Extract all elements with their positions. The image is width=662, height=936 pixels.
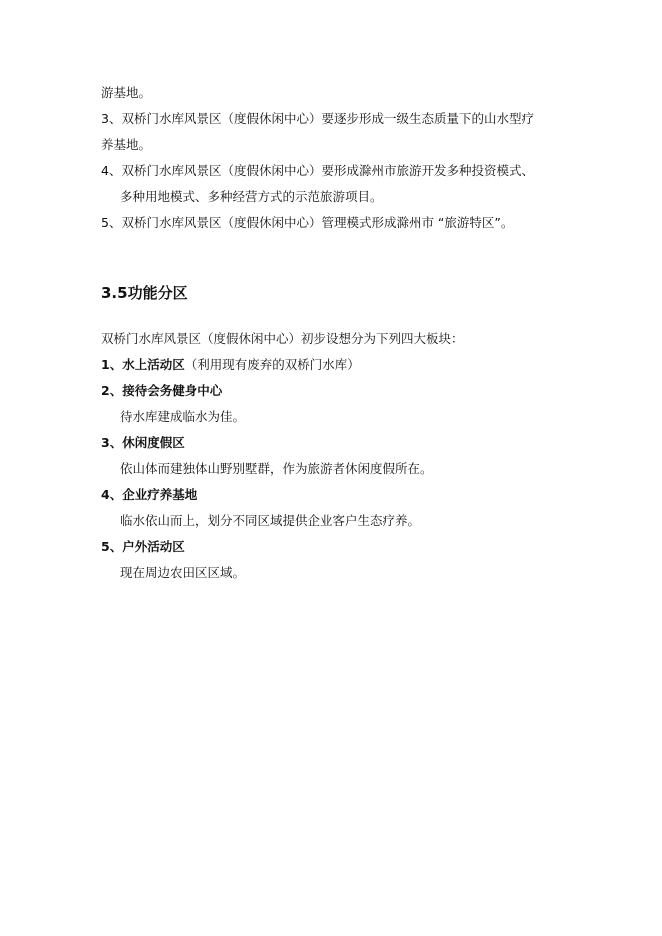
intro-line-2: 3、双桥门水库风景区（度假休闲中心）要逐步形成一级生态质量下的山水型疗 bbox=[101, 111, 534, 126]
intro-line-6: 5、双桥门水库风景区（度假休闲中心）管理模式形成滁州市 “旅游特区”。 bbox=[101, 215, 514, 230]
section-heading: 3.5功能分区 bbox=[101, 284, 188, 302]
item-3-desc: 依山体而建独体山野别墅群，作为旅游者休闲度假所在。 bbox=[120, 461, 433, 476]
section-intro: 双桥门水库风景区（度假休闲中心）初步设想分为下列四大板块： bbox=[101, 331, 464, 346]
intro-line-5: 多种用地模式、多种经营方式的示范旅游项目。 bbox=[120, 189, 383, 204]
item-4-desc: 临水依山而上，划分不同区域提供企业客户生态疗养。 bbox=[120, 513, 421, 528]
item-2-title: 2、接待会务健身中心 bbox=[101, 383, 223, 398]
item-5-title: 5、户外活动区 bbox=[101, 539, 185, 554]
intro-line-4: 4、双桥门水库风景区（度假休闲中心）要形成滁州市旅游开发多种投资模式、 bbox=[101, 163, 534, 178]
item-1-note: （利用现有废弃的双桥门水库） bbox=[184, 357, 360, 372]
item-1 bbox=[101, 357, 360, 373]
intro-line-1: 游基地。 bbox=[101, 85, 152, 100]
item-1-title: 1、水上活动区 bbox=[101, 357, 185, 372]
item-3-title: 3、休闲度假区 bbox=[101, 435, 185, 450]
item-5-desc: 现在周边农田区区域。 bbox=[120, 565, 246, 580]
item-2-desc: 待水库建成临水为佳。 bbox=[120, 409, 246, 424]
item-4-title: 4、企业疗养基地 bbox=[101, 487, 198, 502]
intro-line-3: 养基地。 bbox=[101, 137, 152, 152]
